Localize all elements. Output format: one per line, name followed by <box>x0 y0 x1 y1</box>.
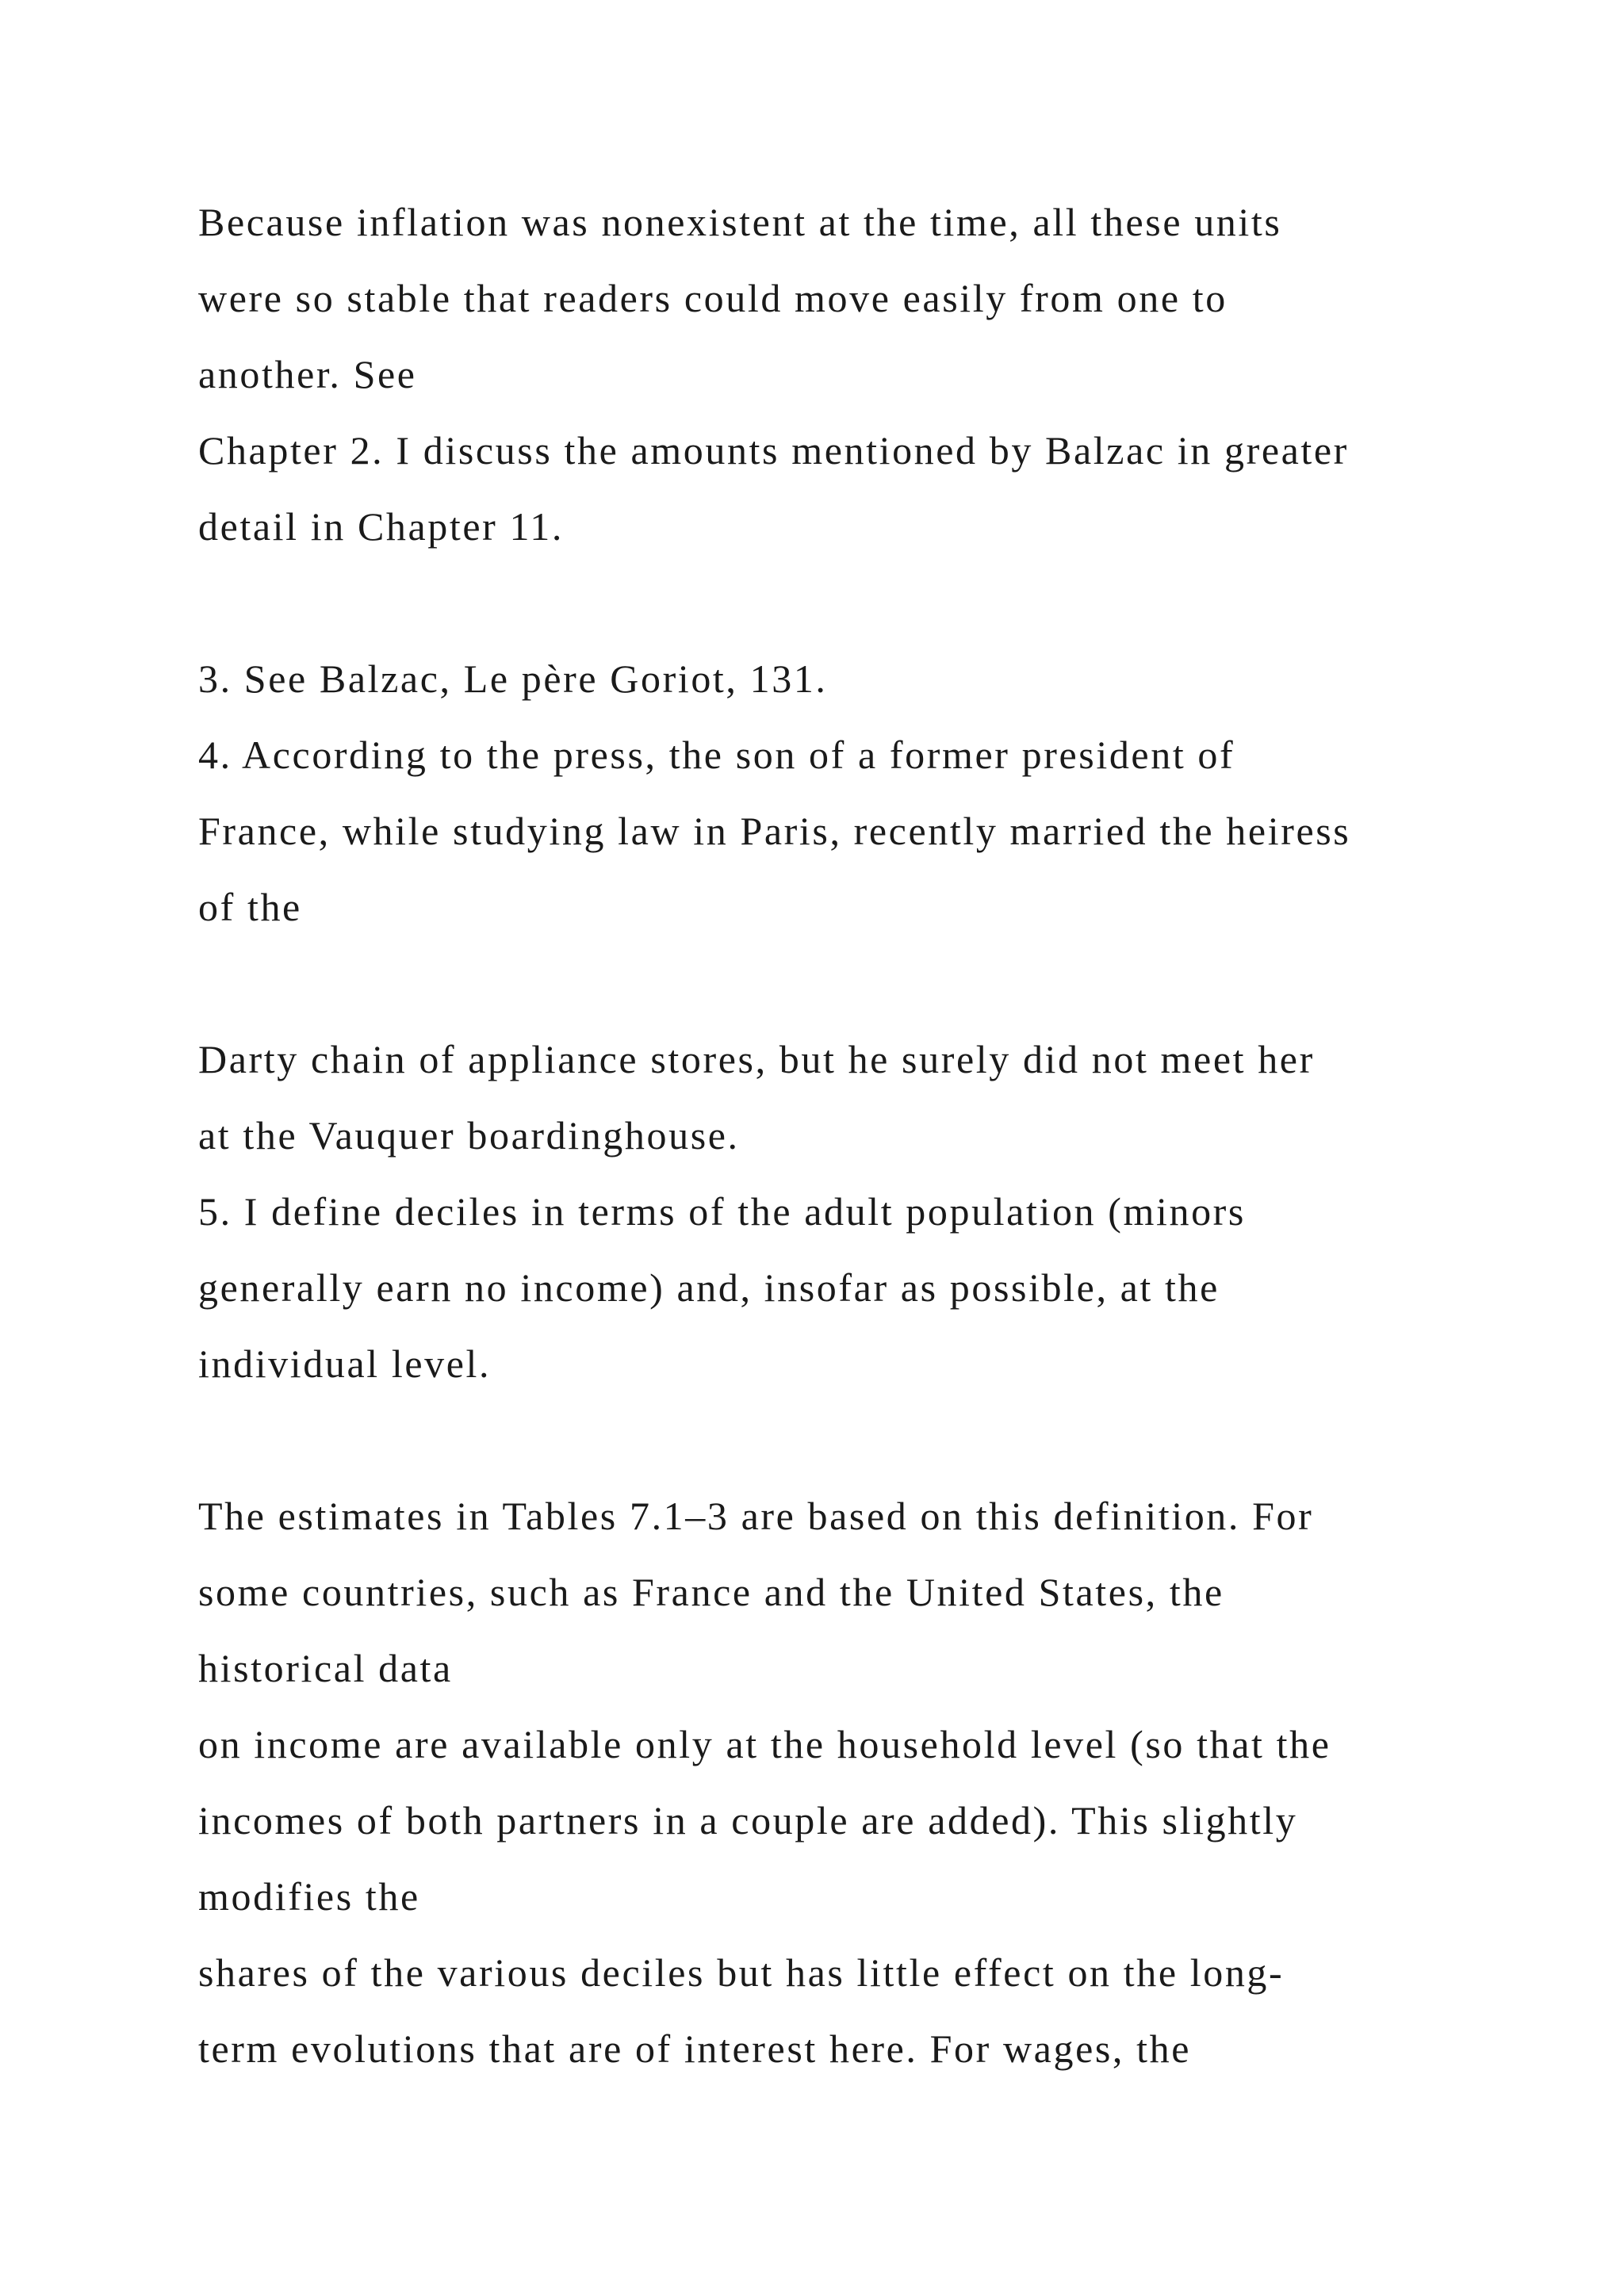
text-line: Because inflation was nonexistent at the time, all these units <box>198 200 1282 244</box>
text-line: were so stable that readers could move easily from one to <box>198 276 1228 320</box>
text-line: Chapter 2. I discuss the amounts mentioned by Balzac in greater <box>198 428 1349 473</box>
text-line: The estimates in Tables 7.1–3 are based on this definition. For <box>198 1494 1314 1538</box>
text-line: at the Vauquer boardinghouse. <box>198 1113 740 1158</box>
text-line: Darty chain of appliance stores, but he surely did not meet her <box>198 1037 1315 1081</box>
footnote-5: 5. I define deciles in terms of the adult population (minors <box>198 1189 1246 1234</box>
footnote-4: 4. According to the press, the son of a former president of <box>198 733 1235 777</box>
text-line: France, while studying law in Paris, recently married the heiress <box>198 809 1351 853</box>
text-line: shares of the various deciles but has little effect on the long- <box>198 1950 1285 1995</box>
text-line: individual level. <box>198 1341 492 1386</box>
text-line: on income are available only at the household level (so that the <box>198 1722 1331 1766</box>
text-line: some countries, such as France and the United States, the <box>198 1570 1224 1614</box>
text-line: historical data <box>198 1646 453 1690</box>
footnote-3: 3. See Balzac, Le père Goriot, 131. <box>198 656 828 701</box>
text-line: detail in Chapter 11. <box>198 504 564 549</box>
text-line: generally earn no income) and, insofar as possible, at the <box>198 1265 1220 1310</box>
text-line: another. See <box>198 352 417 396</box>
text-line: incomes of both partners in a couple are added). This slightly <box>198 1798 1298 1843</box>
text-line: of the <box>198 885 302 929</box>
text-line: term evolutions that are of interest here. For wages, the <box>198 2026 1192 2071</box>
text-line: modifies the <box>198 1874 420 1919</box>
